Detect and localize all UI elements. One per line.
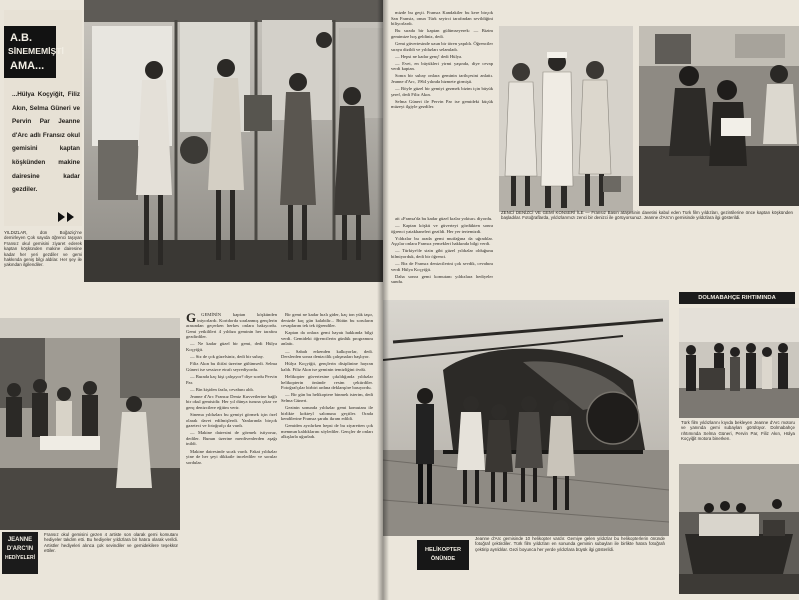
paragraph: mizde bu geçti. Fransız Kandakiler bu kere birçok San Fransiz, onun Türk seyirci tarafından sevildiğini biliyorlardı. (391, 10, 493, 27)
paragraph: — Bir gün bu helikoptere binmek isterim, dedi Selma Güneri. (281, 392, 373, 403)
paragraph: Gemiden ayrılırken hepsi de bu ziyaretten çok memnun kaldıklarını söylediler. Gençler de onları alkışlarla uğurladı. (281, 423, 373, 440)
gifts-label-line2: D'ARC'IN (6, 546, 34, 552)
paragraph: — Hepsi ne kadar genç! dedi Hülya. (395, 53, 463, 59)
paragraph: — Biz de Fransız denizcilerini çok sevdik, cevabını verdi Hülya Koçyiğit. (391, 261, 493, 272)
paragraph: Selma Güneri ile Pervin Par ise gemideki küçük müzeyi ilgiyle gezdiler. (391, 98, 493, 110)
paragraph: — Evet, en büyükleri yirmi yaşında, diye cevap verdi kaptan. (391, 60, 493, 72)
gifts-photo-image (0, 318, 180, 530)
paragraph: — Burada kaç kişi çalışıyor? diye sordu Pervin Par. (186, 373, 277, 385)
article-column-1 (186, 312, 277, 582)
headline-line2: SİNEMEMİŞTİ (8, 46, 64, 56)
dropcap: G (186, 312, 197, 325)
paragraph: Yıldızlar bu arada gemi mutfağına da uğradılar. Aşçılar onlara Fransız yemekleri hakkında bilgi verdi. (391, 235, 493, 247)
paragraph: Daha sonra gemi komutanı yıldızlara hediyeler sundu. (391, 273, 493, 285)
paragraph: — Siz de çok güzelsiniz, dedi bir subay. (190, 354, 264, 360)
headline-body: ...Hülya Koçyiğit, Filiz Akın, Selma Güneri ve Pervin Par Jeanne d'Arc adlı Fransız okul gemisini kaptan köşkünden makine dairesine kadar gezdiler. (12, 91, 80, 194)
helicopter-photo (383, 300, 669, 536)
paragraph: — Böyle güzel bir gemiyi gezmek bizim için büyük şeref, dedi Filiz Akın. (391, 86, 493, 97)
sailor-caption: ZENCİ DENİZCİ VE GEMİ KONSERİ İLE — Fransız Basın ataşesinin davetini kabul eden Türk film yıldızları, gezintilerine önce kaptan köşkünden başladılar. Fotoğraflarda, yıldızlarımızı zenci bir denizci ile görüyorsunuz. Jeanne d'Arc'ın gemisinde yıldızlara ilgi gösterildi. (501, 210, 793, 221)
arrow-icon (58, 212, 65, 222)
right-page (383, 0, 799, 600)
paragraph: ait «Fransa'da bu kadar güzel kızlar yoktur» diyordu. (395, 216, 493, 221)
paragraph: Sinema yıldızları bu gemiyi görmek için özel olarak davet edilmişlerdi. Yanlarında birçok gazeteci ve fotoğrafçı da vardı. (186, 412, 277, 429)
paragraph: — Ne kadar güzel bir gemi, dedi Hülya Koçyiğit. (186, 341, 277, 353)
paragraph: Sonra bir subay onlara geminin tarihçesini anlattı. Jeanne d'Arc, 1964 yılında hizmete girmişti. (391, 73, 493, 85)
gifts-caption: Fransız okul gemisini gezen 4 artiste son olarak gemi komutanı hediyeler takdim etti. Bu hediyeler yıldızlara bir hatıra olarak verildi. Artistler hediyeleri alınca çok sevindiler ve gemidekilere teşekkür ettiler. (44, 532, 178, 554)
gifts-label-line3: HEDİYELERİ (4, 555, 35, 561)
paragraph: — Türkiye'de sizin gibi güzel yıldızlar olduğunu bilmiyorduk, dedi bir öğrenci. (391, 248, 493, 260)
dolmabahce-caption: Türk film yıldızlarını kıyıda bekleyen Jeanne d'Arc motoru ve yanında gemi subayları görülüyor. Dolmabahçe rıhtımında Selma Güneri, Pervin Par, Filiz Akın, Hülya Koçyiğit motora binerken. (681, 420, 795, 442)
headline-line1: A.B. (10, 32, 32, 44)
arrow-icon (67, 212, 74, 222)
paragraph: Gemi güvertesinde uzun bir tören yapıldı. Öğrenciler sıraya dizildi ve yıldızları selamladı. (391, 40, 493, 52)
paragraph: — Bin kişiden fazla, cevabını aldı. (190, 386, 254, 392)
paragraph: Kaptan da onlara gemi hayatı hakkında bilgi verdi. Gemideki öğrencilerin günlük programını anlattı. (281, 330, 373, 347)
bridge-photo (84, 0, 383, 282)
dolmabahce-photo (679, 308, 799, 418)
helicopter-label (417, 540, 469, 570)
headline-box (4, 10, 82, 226)
paragraph: Bu sırada bir kaptan gülümseyerek: — Bizim gemimize hoş geldiniz, dedi. (391, 28, 493, 39)
right-article-column-top (391, 10, 493, 214)
paragraph: Hülya Koçyiğit, gençlerin disiplinine hayran kaldı. Filiz Akın ise geminin temizliğini övdü. (281, 361, 373, 372)
top-left-caption: YILDIZLAR, dün Boğaziçi'ne demirleyen Çok sayıda öğrenci taşıyan Fransız okul gemisini ziyaret ederek kaptan köşkünden makine dairesine kadar her yeri gezdiler ve gemi hakkında geniş bilgi aldılar. Her şey ile yakından ilgilendiler. (4, 230, 82, 268)
left-page (0, 0, 383, 600)
paragraph: Filiz Akın bu iltifat üzerine gülümsedi. Selma Güneri ise sessizce etrafı seyrediyordu. (186, 361, 277, 372)
helicopter-photo-image (383, 300, 669, 536)
article-column-2 (281, 312, 373, 582)
paragraph: GEMİNİN kaptan köşkünden iniyorlardı. Koridorda sıralanmış gençlerin arasından geçerken herkes onlara bakıyordu. Gemi yetkilileri 4 yıldıza geminin her tarafını gezdirdiler. (186, 312, 277, 340)
paragraph: Jeanne d'Arc Fransız Deniz Kuvvetlerine bağlı bir okul gemisidir. Her yıl dünya turuna çıkar ve genç denizcilere eğitim verir. (186, 393, 277, 410)
gifts-label-line1: JEANNE (7, 537, 33, 543)
paragraph: Gezinin sonunda yıldızlar gemi komutanı ile birlikte kokteyl salonuna geçtiler. Orada kendilerine Fransız şarabı ikram edildi. (281, 404, 373, 422)
gifts-label (2, 532, 38, 574)
right-article-column-mid (391, 216, 493, 298)
paragraph: — Makine dairesini de görmek istiyoruz, dediler. Bunun üzerine merdivenlerden aşağı inildi. (186, 430, 277, 447)
paragraph: Makine dairesinde sıcak vardı. Fakat yıldızlar yine de her şeyi dikkatle incelediler ve sorular sordular. (186, 448, 277, 465)
paragraph: — Sabah erkenden kalkıyorlar, dedi. Derslerden sonra denizcilik çalışmaları başlıyor. (281, 348, 373, 360)
concert-photo (639, 26, 799, 206)
helicopter-label-line1: HELİKOPTER (424, 547, 462, 553)
gifts-photo (0, 318, 180, 530)
bridge-photo-image (84, 0, 383, 282)
headline-line3: AMA... (10, 60, 45, 72)
sailor-photo (499, 26, 633, 212)
dolmabahce-label: DOLMABAHÇE RIHTIMINDA (679, 292, 795, 304)
paragraph: Helikopter güvertesine çıkıldığında yıldızlar helikopterin önünde resim çektirdiler. Fotoğrafçılar birbiri ardına deklanşöre basıyordu. (281, 373, 373, 391)
motorboat-photo (679, 464, 799, 594)
dolmabahce-photo-image (679, 308, 799, 418)
sailor-photo-image (499, 26, 633, 212)
paragraph: Bir gemi ne kadar hızlı gider, kaç ton yük taşır, denizde kaç gün kalabilir... Bütün bu soruların cevaplarını tek tek öğrendiler. (281, 312, 373, 329)
concert-photo-image (639, 26, 799, 206)
helicopter-caption: Jeanne d'Arc gemisinde 10 helikopter vardır. Gemiye gelen yıldızlar bu helikopterlerin önünde fotoğraf çektirdiler. Türk film yıldızları en sonunda geminin subayları ile birlikte hatıra fotoğrafı çektirip ayrıldılar. Gezi boyunca her yerde yıldızlara büyük ilgi gösterildi. (475, 536, 665, 552)
motorboat-photo-image (679, 464, 799, 594)
paragraph: — Kaptan köşkü ve güverteyi gördükten sonra öğrenci yatakhaneleri gezildi. Her yer tertemizdi. (391, 223, 493, 234)
helicopter-label-line2: ÖNÜNDE (430, 556, 456, 562)
